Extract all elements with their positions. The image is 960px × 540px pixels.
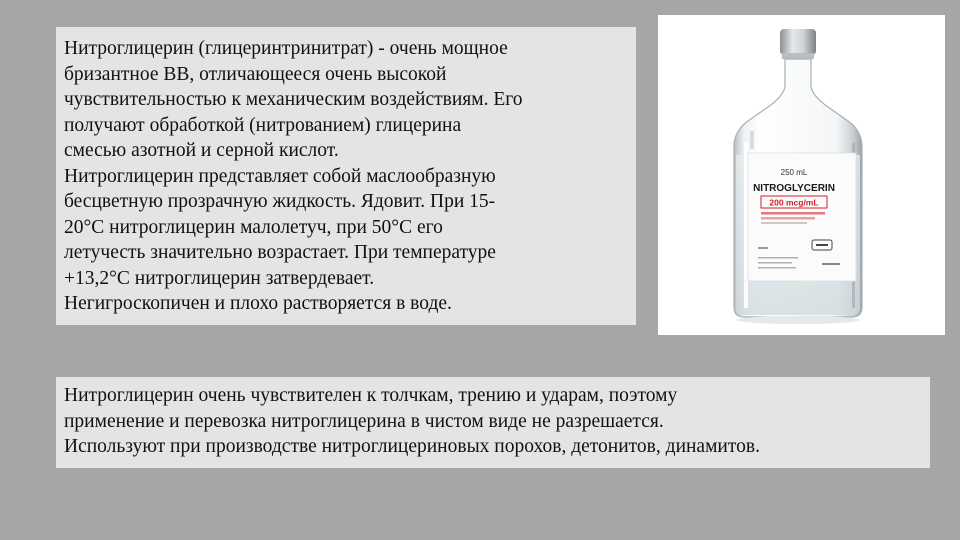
text-line: смесью азотной и серной кислот.: [64, 140, 339, 161]
bottle-illustration: [658, 15, 945, 335]
text-line: Используют при производстве нитроглицериновых порохов, детонитов, динамитов.: [64, 436, 760, 457]
text-line: применение и перевозка нитроглицерина в чистом виде не разрешается.: [64, 410, 664, 432]
description-text-box: [56, 27, 636, 325]
text-line: Нитроглицерин представляет собой маслообразную: [64, 165, 496, 187]
volume-text: 250 mL: [780, 168, 808, 177]
strength-text: 200 mcg/mL: [769, 197, 819, 208]
text-line: Нитроглицерин очень чувствителен к толчкам, трению и ударам, поэтому: [64, 385, 678, 406]
drug-name-text: NITROGLYCERIN: [753, 183, 835, 194]
text-line: получают обработкой (нитрованием) глицерина: [64, 114, 462, 136]
usage-text-box: [56, 377, 930, 468]
text-line: Нитроглицерин (глицеринтринитрат) - очень мощное: [64, 38, 508, 59]
text-line: +13,2°С нитроглицерин затвердевает.: [64, 267, 375, 289]
text-line: 20°С нитроглицерин малолетуч, при 50°С его: [64, 216, 443, 238]
text-line: бесцветную прозрачную жидкость. Ядовит. При 15-: [64, 191, 496, 212]
text-line: чувствительностью к механическим воздействиям. Его: [64, 89, 523, 110]
text-line: Негигроскопичен и плохо растворяется в воде.: [64, 293, 452, 314]
nitroglycerin-bottle-photo: [658, 15, 945, 335]
bottle-cap: [780, 29, 816, 55]
text-line: бризантное ВВ, отличающееся очень высокой: [64, 63, 447, 85]
text-line: летучесть значительно возрастает. При температуре: [64, 242, 496, 263]
